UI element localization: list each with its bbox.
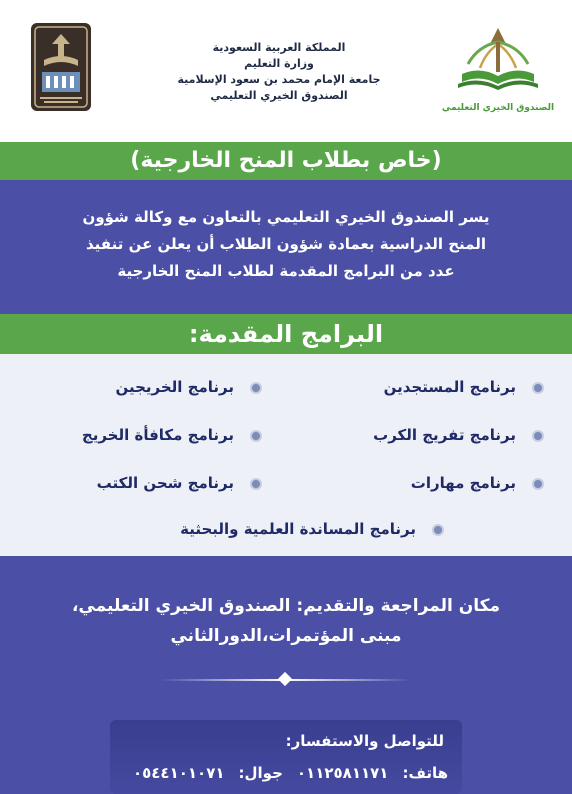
fund-logo — [438, 22, 558, 118]
title-banner: (خاص بطلاب المنح الخارجية) — [0, 142, 572, 180]
intro-line-2: المنح الدراسية بعمادة شؤون الطلاب أن يعلن عن تنفيذ — [86, 235, 486, 253]
bullet-icon — [252, 480, 260, 488]
footer-section — [0, 556, 572, 794]
intro-section — [0, 180, 572, 314]
place-line-1: مكان المراجعة والتقديم: الصندوق الخيري التعليمي، — [71, 596, 501, 616]
phone-label: هاتف: — [402, 764, 448, 782]
place-line-2: مبنى المؤتمرات،الدورالثاني — [170, 626, 402, 646]
programs-list — [0, 354, 572, 556]
contact-box — [110, 720, 462, 794]
program-item: برنامج الخريجين — [115, 378, 260, 396]
header-line-country: المملكة العربية السعودية — [212, 41, 346, 54]
bullet-icon — [534, 384, 542, 392]
contact-line — [119, 764, 448, 782]
intro-line-3: عدد من البرامج المقدمة لطلاب المنح الخارجية — [117, 262, 455, 280]
program-item: برنامج المستجدين — [384, 378, 542, 396]
bullet-icon — [534, 432, 542, 440]
header-line-ministry: وزارة التعليم — [244, 57, 314, 70]
mobile-label: جوال: — [238, 764, 283, 782]
bullet-icon — [252, 432, 260, 440]
header-text — [150, 40, 408, 104]
bullet-icon — [534, 480, 542, 488]
program-item: برنامج شحن الكتب — [97, 474, 260, 492]
divider-diamond-icon — [278, 672, 292, 686]
fund-logo-caption: الصندوق الخيري التعليمي — [441, 103, 555, 113]
bullet-icon — [252, 384, 260, 392]
phone-number: ٠١١٢٥٨١١٧١ — [296, 764, 389, 782]
mobile-number: ٠٥٤٤١٠١٠٧١ — [132, 764, 225, 782]
contact-title: للتواصل والاستفسار: — [285, 732, 444, 750]
program-item: برنامج تفريج الكرب — [373, 426, 542, 444]
university-logo — [30, 22, 92, 112]
intro-line-1: يسر الصندوق الخيري التعليمي بالتعاون مع وكالة شؤون — [82, 208, 490, 226]
bullet-icon — [434, 526, 442, 534]
program-item: برنامج المساندة العلمية والبحثية — [180, 520, 442, 538]
header-line-university: جامعة الإمام محمد بن سعود الإسلامية — [177, 73, 381, 86]
header — [0, 0, 572, 140]
intro-text — [48, 204, 524, 285]
header-line-fund: الصندوق الخيري التعليمي — [210, 89, 348, 102]
program-item: برنامج مهارات — [411, 474, 542, 492]
programs-heading: البرامج المقدمة: — [0, 314, 572, 354]
program-item: برنامج مكافأة الخريج — [82, 426, 260, 444]
